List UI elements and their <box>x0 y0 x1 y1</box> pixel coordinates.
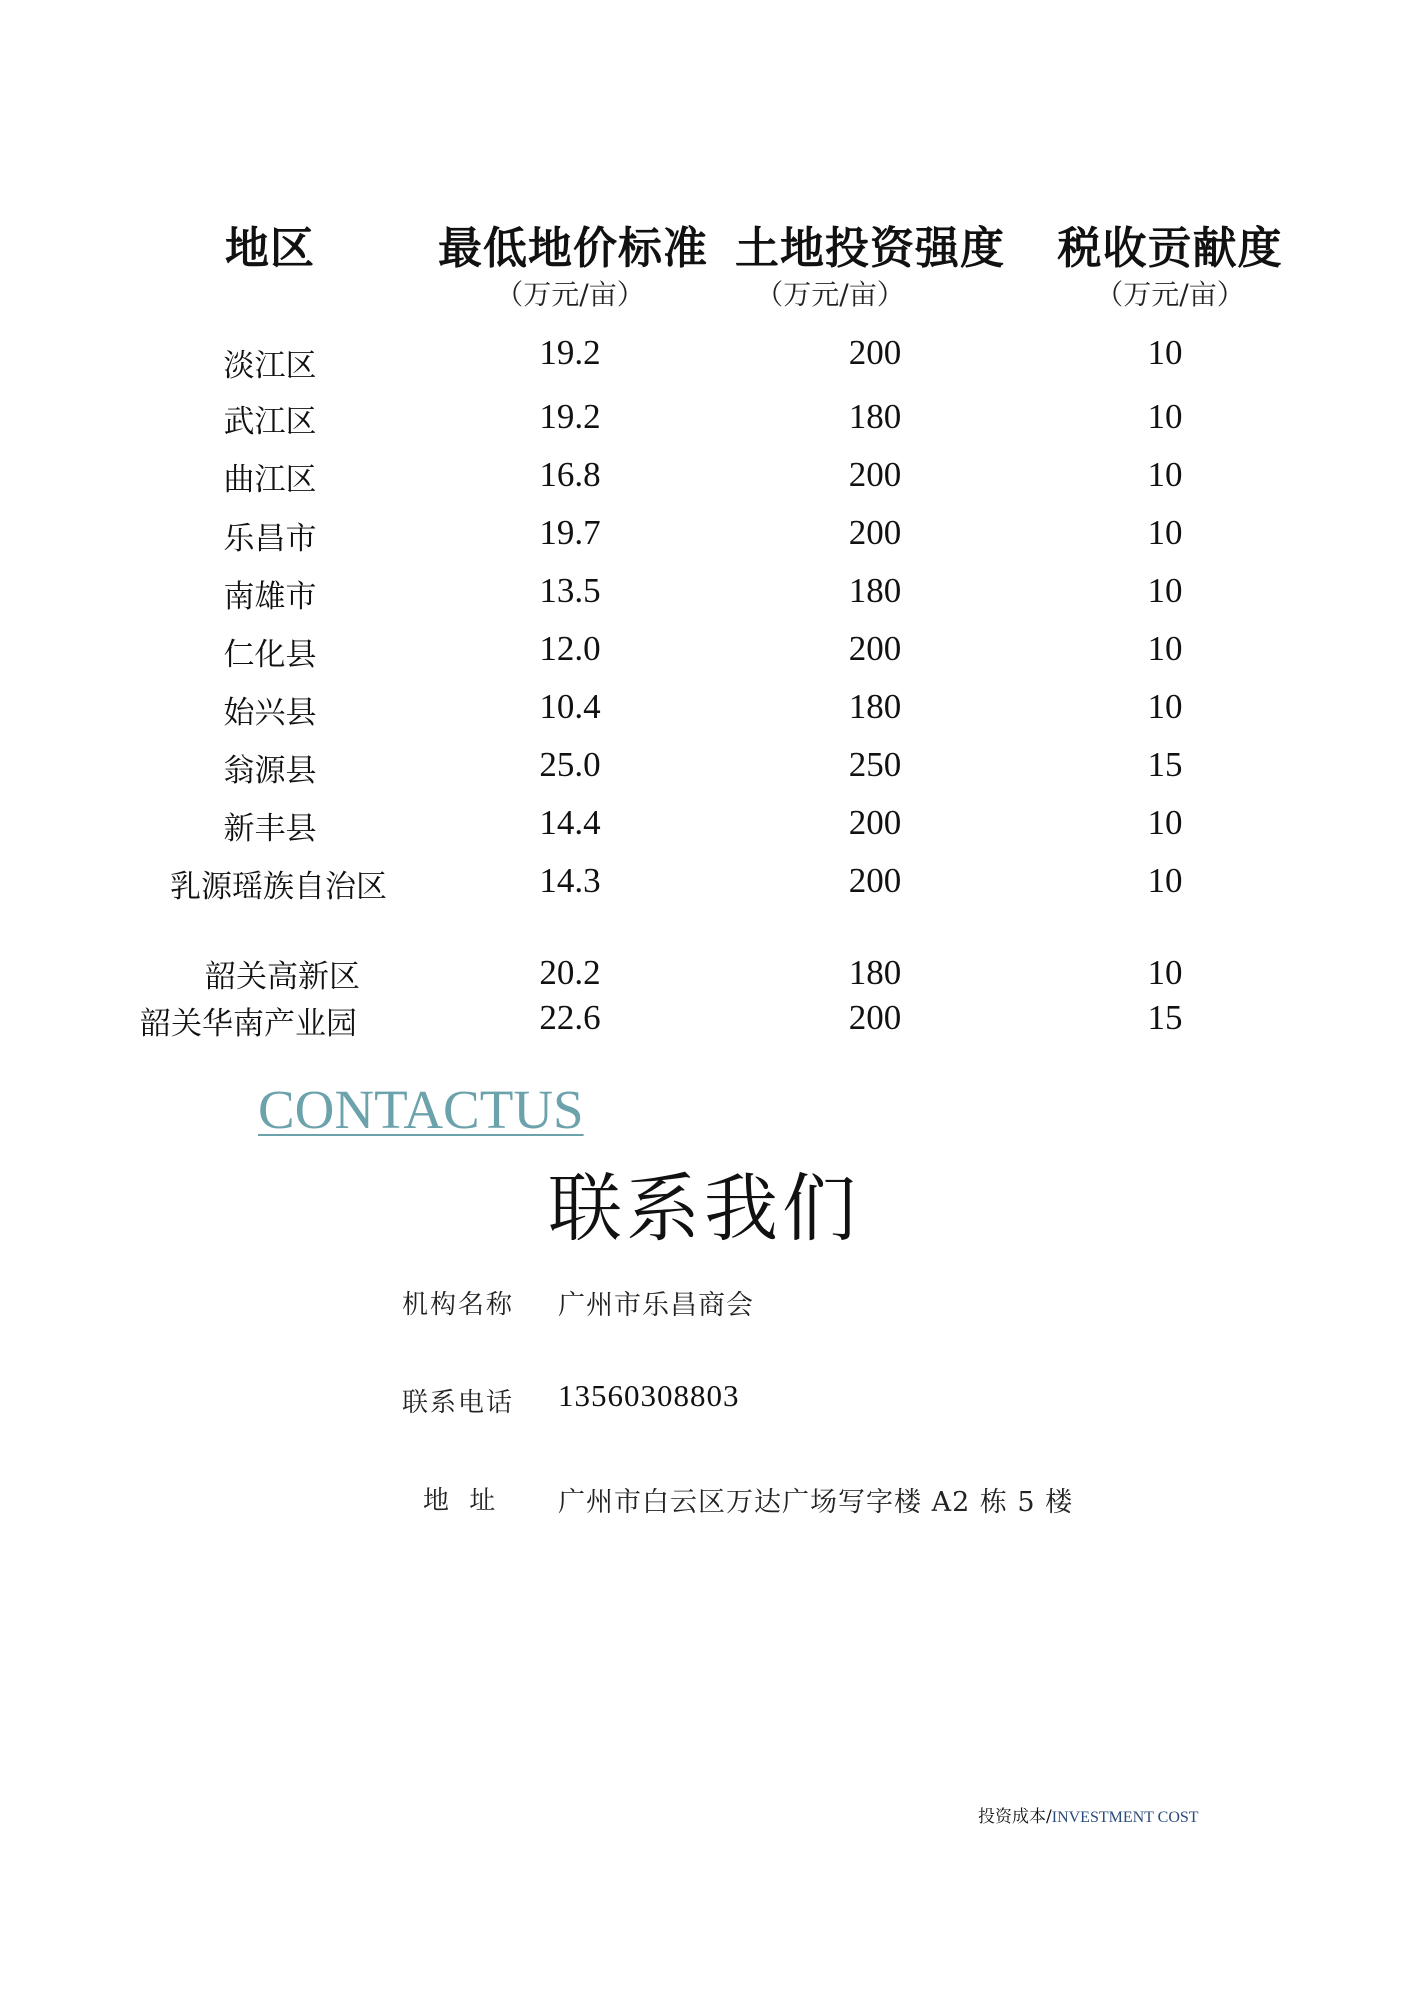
table-row-investment: 200 <box>848 513 902 552</box>
table-row-region: 武江区 <box>223 404 317 440</box>
footer-en: INVESTMENT COST <box>1051 1809 1199 1826</box>
address-value: 广州市白云区万达广场写字楼 A2 栋 5 楼 <box>558 1487 1074 1518</box>
header-land-price: 最低地价标准 <box>438 223 708 274</box>
table-row-investment: 180 <box>848 571 902 610</box>
table-row-region: 仁化县 <box>223 637 317 673</box>
phone-label: 联系电话 <box>402 1388 515 1418</box>
table-row-land-price: 19.2 <box>539 333 601 372</box>
table-row-investment: 200 <box>848 803 902 842</box>
contact-heading-en: CONTACTUS <box>258 1079 584 1140</box>
phone-value: 13560308803 <box>558 1378 740 1413</box>
unit-investment: （万元/亩） <box>755 278 905 311</box>
table-row-investment: 180 <box>848 687 902 726</box>
table-row-tax: 10 <box>1147 803 1183 842</box>
org-label: 机构名称 <box>402 1290 515 1320</box>
header-investment: 土地投资强度 <box>735 223 1005 274</box>
table-row-region: 乳源瑶族自治区 <box>170 869 387 905</box>
contact-heading-cn: 联系我们 <box>548 1166 860 1252</box>
table-row-land-price: 10.4 <box>539 687 601 726</box>
table-row-tax: 10 <box>1147 687 1183 726</box>
table-row-tax: 10 <box>1147 571 1183 610</box>
table-row-tax: 10 <box>1147 333 1183 372</box>
table-row-region: 乐昌市 <box>223 521 317 557</box>
table-row-land-price: 13.5 <box>539 571 601 610</box>
table-row-investment: 200 <box>848 455 902 494</box>
address-label: 地 址 <box>423 1486 502 1516</box>
table-row-tax: 10 <box>1147 513 1183 552</box>
table-row-tax: 10 <box>1147 455 1183 494</box>
org-value: 广州市乐昌商会 <box>558 1290 754 1321</box>
footer-cn: 投资成本/ <box>978 1807 1052 1827</box>
table-row-investment: 180 <box>848 397 902 436</box>
table-row-region: 翁源县 <box>223 753 317 789</box>
table-row-land-price: 16.8 <box>539 455 601 494</box>
table-row-tax: 10 <box>1147 861 1183 900</box>
table-row-tax: 10 <box>1147 953 1183 992</box>
table-row-investment: 200 <box>848 333 902 372</box>
table-row-region: 韶关华南产业园 <box>140 1006 357 1042</box>
table-row-land-price: 25.0 <box>539 745 601 784</box>
table-row-land-price: 20.2 <box>539 953 601 992</box>
table-row-tax: 10 <box>1147 397 1183 436</box>
header-region: 地区 <box>225 223 315 274</box>
unit-tax: （万元/亩） <box>1095 278 1245 311</box>
footer-caption <box>978 1802 1199 1827</box>
table-row-investment: 200 <box>848 861 902 900</box>
table-row-investment: 250 <box>848 745 902 784</box>
table-row-tax: 10 <box>1147 629 1183 668</box>
table-row-land-price: 19.7 <box>539 513 601 552</box>
table-row-land-price: 22.6 <box>539 998 601 1037</box>
table-row-land-price: 12.0 <box>539 629 601 668</box>
unit-land-price: （万元/亩） <box>495 278 645 311</box>
table-row-region: 新丰县 <box>223 811 317 847</box>
table-row-investment: 180 <box>848 953 902 992</box>
table-row-tax: 15 <box>1147 998 1183 1037</box>
header-tax: 税收贡献度 <box>1057 223 1283 274</box>
table-row-region: 始兴县 <box>223 695 317 731</box>
table-row-investment: 200 <box>848 629 902 668</box>
table-row-investment: 200 <box>848 998 902 1037</box>
table-row-region: 曲江区 <box>223 462 317 498</box>
table-row-region: 南雄市 <box>223 579 317 615</box>
table-row-region: 淡江区 <box>223 348 317 384</box>
table-row-land-price: 14.3 <box>539 861 601 900</box>
table-row-tax: 15 <box>1147 745 1183 784</box>
table-row-region: 韶关高新区 <box>205 959 360 995</box>
table-row-land-price: 19.2 <box>539 397 601 436</box>
table-row-land-price: 14.4 <box>539 803 601 842</box>
